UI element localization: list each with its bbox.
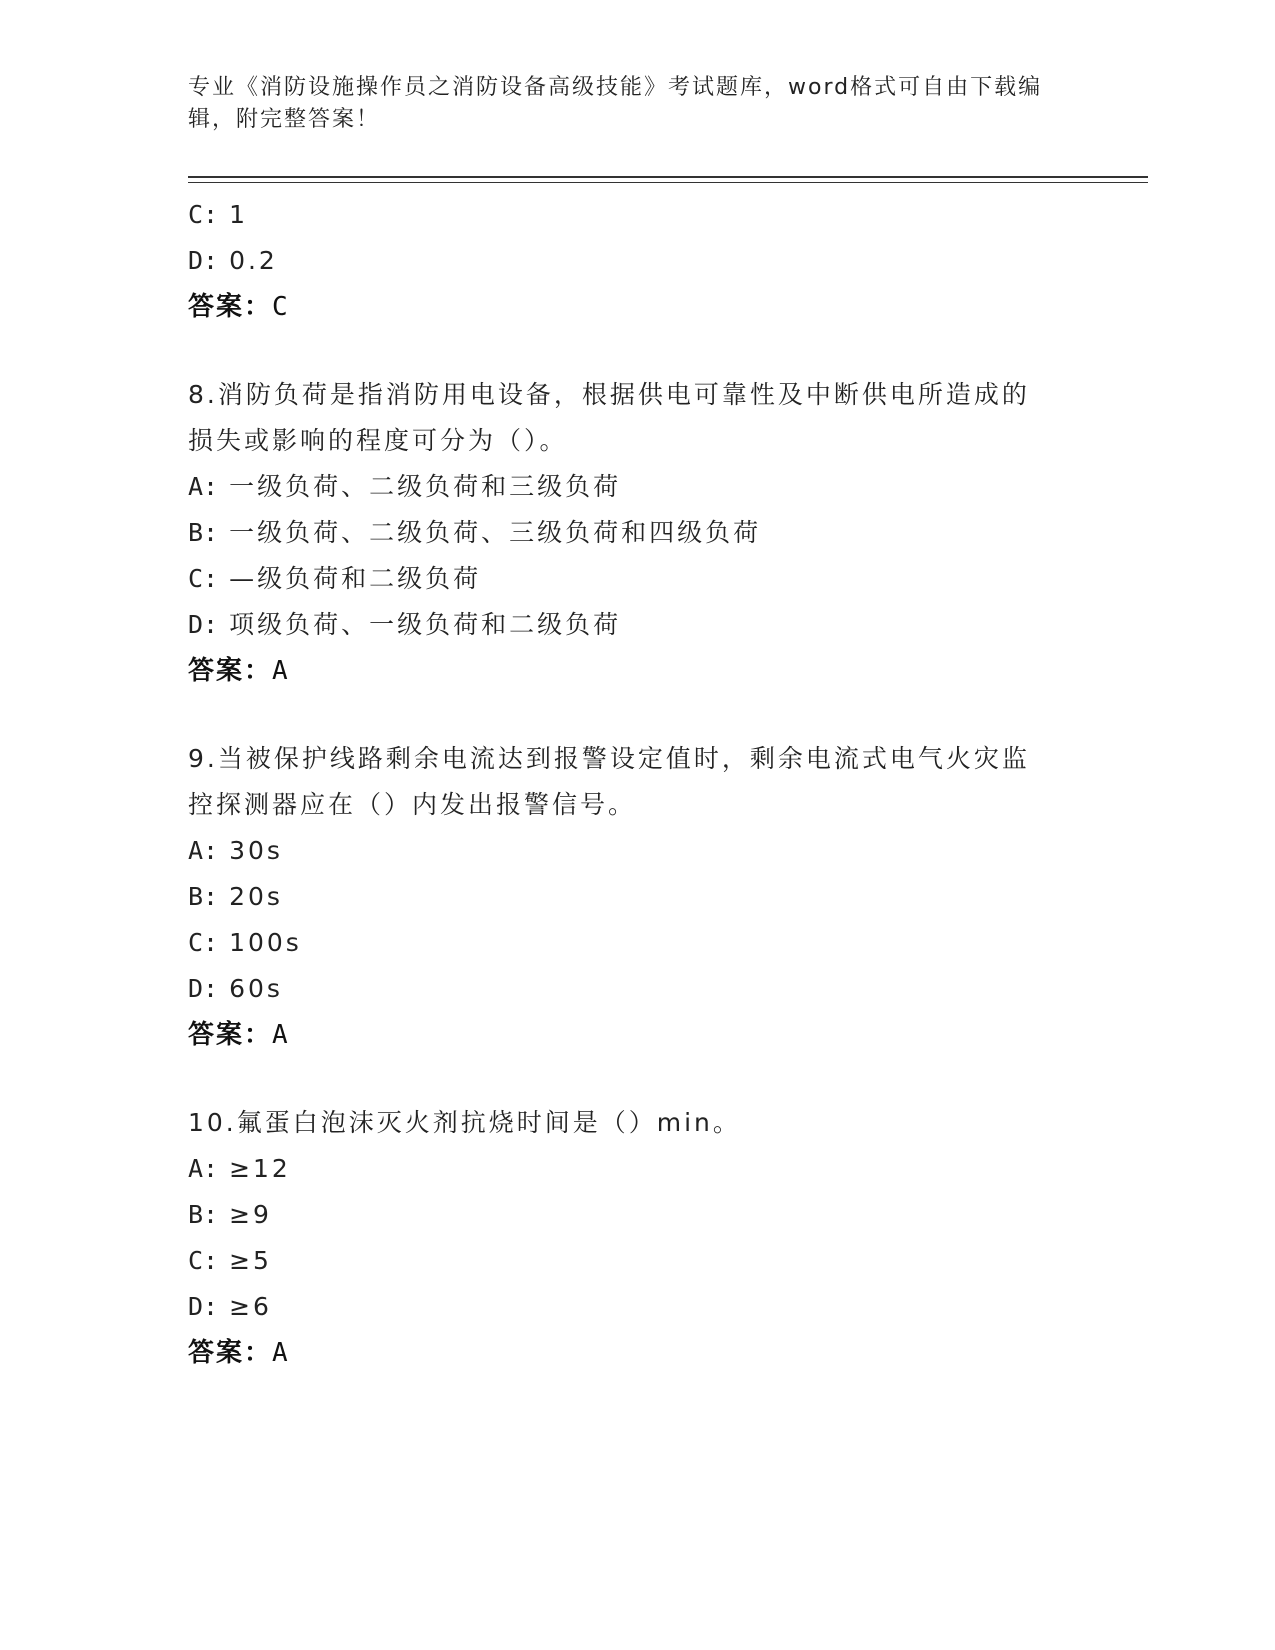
option-text: 项级负荷、一级负荷和二级负荷 [229,610,622,639]
option-text: 1 [229,200,248,229]
answer-label: 答案： [188,292,273,322]
option-label: A: [188,472,219,501]
option-a [188,1146,1088,1192]
option-text: ≥6 [229,1292,272,1321]
option-text: 一级负荷、二级负荷和三级负荷 [229,472,622,501]
answer-value: A [272,1020,290,1050]
option-c [188,556,1088,602]
option-text: 30s [229,836,283,865]
option-b [188,1192,1088,1238]
page-header [188,72,1088,136]
question-text-line-1: 10.氟蛋白泡沫灭火剂抗烧时间是（）min。 [188,1108,741,1137]
option-label: A: [188,1154,219,1183]
option-d [188,238,1088,284]
question-8 [188,372,1088,694]
option-label: A: [188,836,219,865]
option-text: —级负荷和二级负荷 [229,564,482,593]
option-label: C: [188,928,219,957]
question-text-line-1: 8.消防负荷是指消防用电设备，根据供电可靠性及中断供电所造成的 [188,380,1030,409]
header-line-2: 辑，附完整答案！ [188,107,381,132]
option-text: 20s [229,882,283,911]
question-10 [188,1100,1088,1376]
option-b [188,510,1088,556]
option-text: 100s [229,928,302,957]
option-text: 一级负荷、二级负荷、三级负荷和四级负荷 [229,518,762,547]
option-text: 0.2 [229,246,278,275]
question-text-line-2: 损失或影响的程度可分为（）。 [188,426,568,455]
option-c [188,1238,1088,1284]
option-label: C: [188,564,219,593]
option-d [188,966,1088,1012]
spacer [188,330,1088,372]
spacer [188,1058,1088,1100]
answer-value: A [272,1338,290,1368]
option-label: B: [188,882,219,911]
answer-value: C [272,292,290,322]
header-rule-thin [188,182,1148,183]
option-c [188,920,1088,966]
answer-line [188,648,1088,694]
answer-label: 答案： [188,1338,273,1368]
option-d [188,1284,1088,1330]
option-label: B: [188,1200,219,1229]
question-text-line-1: 9.当被保护线路剩余电流达到报警设定值时，剩余电流式电气火灾监 [188,744,1030,773]
option-c [188,192,1088,238]
option-d [188,602,1088,648]
header-rule-thick [188,176,1148,178]
option-label: D: [188,1292,219,1321]
option-label: C: [188,200,219,229]
answer-line [188,1012,1088,1058]
answer-line [188,1330,1088,1376]
question-text-line-2: 控探测器应在（）内发出报警信号。 [188,790,637,819]
question-9 [188,736,1088,1058]
option-label: D: [188,610,219,639]
option-text: ≥9 [229,1200,272,1229]
option-text: ≥5 [229,1246,272,1275]
option-a [188,828,1088,874]
answer-value: A [272,656,290,686]
answer-line [188,284,1088,330]
header-line-1: 专业《消防设施操作员之消防设备高级技能》考试题库，word格式可自由下载编 [188,75,1043,100]
option-label: D: [188,246,219,275]
answer-label: 答案： [188,1020,273,1050]
previous-question-tail [188,192,1088,330]
option-text: ≥12 [229,1154,291,1183]
option-label: D: [188,974,219,1003]
option-label: B: [188,518,219,547]
question-content [188,192,1088,1376]
answer-label: 答案： [188,656,273,686]
option-b [188,874,1088,920]
spacer [188,694,1088,736]
option-label: C: [188,1246,219,1275]
option-text: 60s [229,974,283,1003]
option-a [188,464,1088,510]
